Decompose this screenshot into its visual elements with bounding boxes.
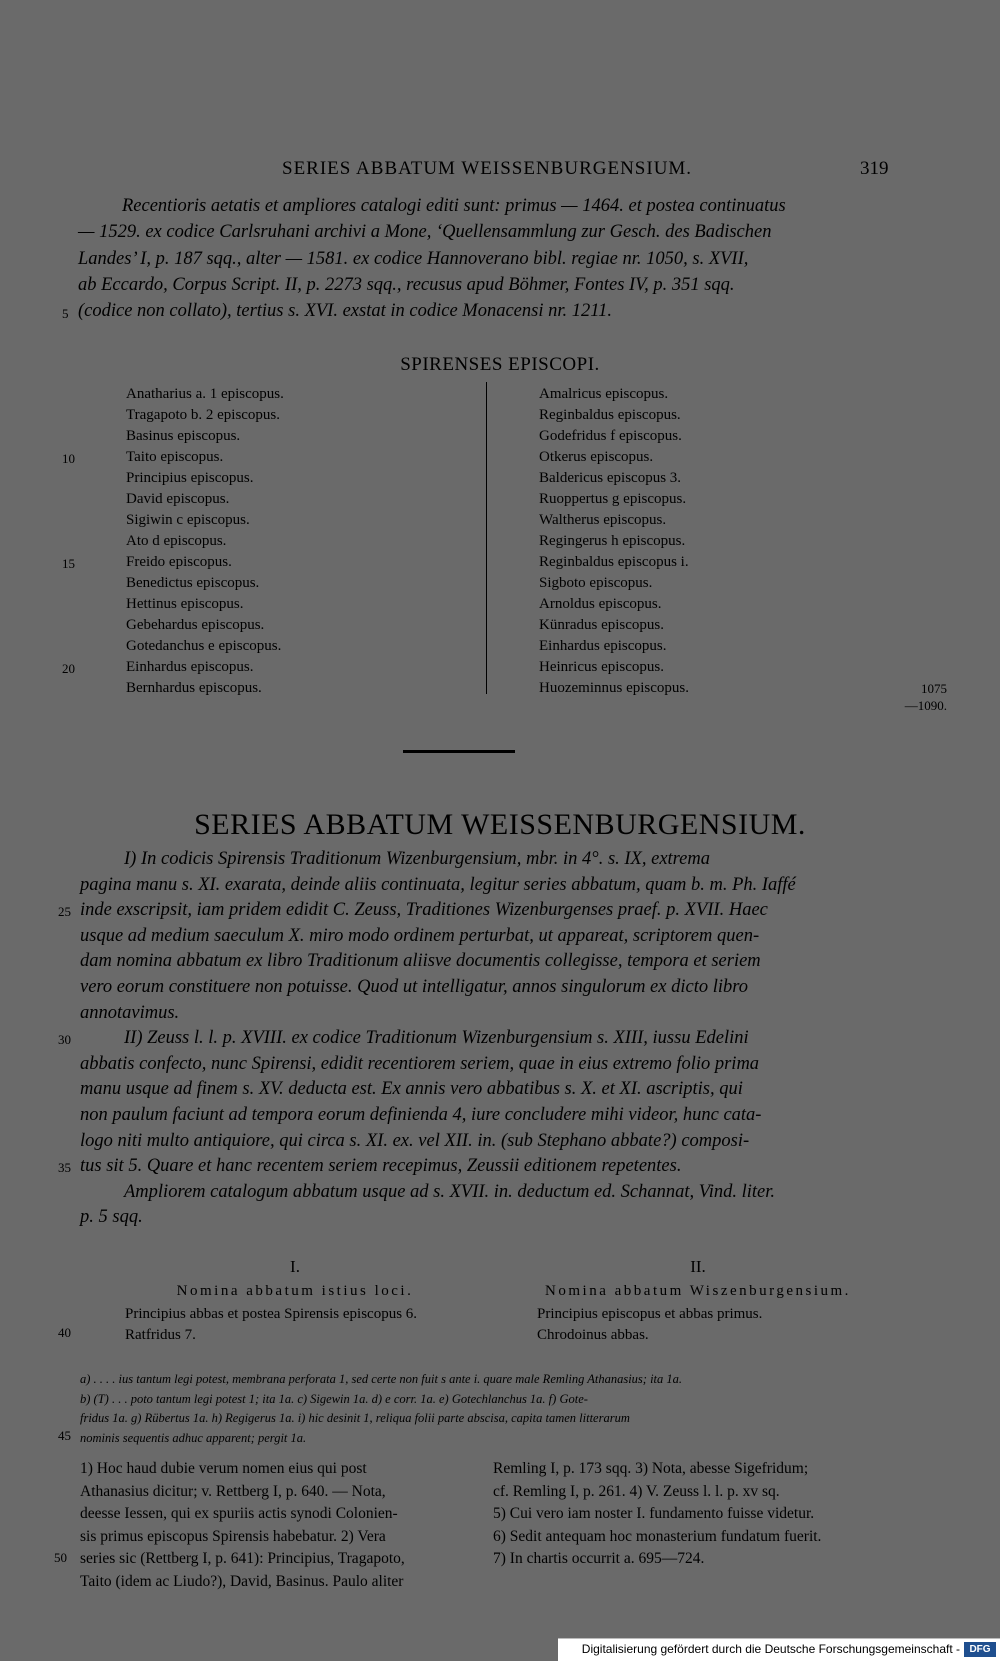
body-line: inde exscripsit, iam pridem edidit C. Zeuss, Traditiones Wizenburgenses praef. p. XVII. Haec [80,900,768,921]
line-number: 5 [62,306,69,321]
footer-text: Digitalisierung gefördert durch die Deutsche Forschungsgemeinschaft - [581,1642,960,1656]
body-line: manu usque ad finem s. XV. deducta est. Ex annis vero abbatibus s. X. et XI. ascriptis, qui [80,1079,743,1100]
body-line: annotavimus. [80,1002,180,1023]
list-item: Taito episcopus. [126,449,224,465]
line-number: 25 [58,904,71,919]
catalog-column-2 [523,1257,873,1346]
list-item: Basinus episcopus. [126,428,241,444]
column-heading: II. [690,1257,706,1276]
line-number: 15 [62,556,75,571]
left-bishop-list [126,384,466,699]
list-item: Bernhardus episcopus. [126,680,262,696]
list-item: Einhardus episcopus. [126,659,254,675]
variant-line: b) (T) . . . poto tantum legi potest 1; ita 1a. c) Sigewin 1a. d) e corr. 1a. e) Gotechlanchus 1a. f) Gote- [80,1391,588,1406]
footer-banner [558,1638,1000,1661]
intro-line: ab Eccardo, Corpus Script. II, p. 2273 sqq., recusus apud Böhmer, Fontes IV, p. 351 sqq. [78,274,735,295]
list-item: Ato d episcopus. [126,533,227,549]
body-line: abbatis confecto, nunc Spirensi, edidit recentiorem seriem, quae in eius extremo folio prima [80,1053,760,1074]
list-item: Benedictus episcopus. [126,575,260,591]
margin-years [897,680,947,714]
footnote-line: Remling I, p. 173 sqq. 3) Nota, abesse Sigefridum; [493,1460,809,1477]
catalog-entry: Principius abbas et postea Spirensis episcopus 6. [125,1306,418,1322]
variant-line: nominis sequentis adhuc apparent; pergit 1a. [80,1430,307,1445]
list-item: Hettinus episcopus. [126,596,244,612]
list-item: Principius episcopus. [126,470,254,486]
list-item: Waltherus episcopus. [539,512,667,528]
footnote-line: 5) Cui vero iam noster I. fundamento fuisse videtur. [493,1505,815,1522]
list-item: Anatharius a. 1 episcopus. [126,386,284,402]
column-divider [486,382,487,694]
footnote-line: series sic (Rettberg I, p. 641): Principius, Tragapoto, [80,1550,405,1567]
column-subheading: Nomina abbatum Wiszenburgensium. [545,1283,851,1299]
line-number: 50 [54,1550,67,1565]
list-item: Reginbaldus episcopus. [539,407,681,423]
intro-line: Recentioris aetatis et ampliores catalogi editi sunt: primus — 1464. et postea continuatus [122,196,786,216]
body-paragraphs [80,847,890,1231]
body-line: Ampliorem catalogum abbatum usque ad s. XVII. in. deductum ed. Schannat, Vind. liter. [124,1181,776,1202]
line-number: 30 [58,1032,71,1047]
running-head [0,158,1000,184]
body-line: I) In codicis Spirensis Traditionum Wizenburgensium, mbr. in 4°. s. IX, extrema [124,849,711,869]
margin-year: —1090. [904,698,947,713]
footnote-line: 7) In chartis occurrit a. 695—724. [493,1550,705,1567]
list-item: Freido episcopus. [126,554,232,570]
section-title: SPIRENSES EPISCOPI. [400,354,600,375]
variant-line: a) . . . . ius tantum legi potest, membrana perforata 1, sed certe non fuit s ante i. quare male Remling Athanasius; ita 1a. [80,1372,683,1386]
catalog-entry: Chrodoinus abbas. [537,1327,649,1343]
line-number: 45 [58,1428,71,1443]
footnotes-right [493,1458,893,1571]
list-item: Reginbaldus episcopus i. [539,554,689,570]
list-item: Gebehardus episcopus. [126,617,265,633]
line-number: 10 [62,451,75,466]
list-item: Heinricus episcopus. [539,659,664,675]
variant-line: fridus 1a. g) Rübertus 1a. h) Regigerus 1a. i) hic desinit 1, reliqua folii parte abscisa, capita tamen litterarum [80,1411,630,1425]
column-heading: I. [290,1257,300,1276]
list-item: Sigboto episcopus. [539,575,653,591]
body-line: dam nomina abbatum ex libro Traditionum aliisve documentis collegisse, tempora et seriem [80,951,761,972]
body-line: usque ad medium saeculum X. miro modo ordinem perturbat, ut appareat, scriptorem quen- [80,925,760,946]
body-line: II) Zeuss l. l. p. XVIII. ex codice Traditionum Wizenburgensium s. XIII, iussu Edelini [124,1028,749,1049]
catalog-entry: Ratfridus 7. [125,1327,196,1343]
footnotes-left [80,1458,480,1593]
list-item: Huozeminnus episcopus. [539,680,689,696]
column-subheading: Nomina abbatum istius loci. [176,1283,414,1299]
list-item: Regingerus h episcopus. [539,533,686,549]
body-line: logo niti multo antiquiore, qui circa s. XI. ex. vel XII. in. (sub Stephano abbate?) composi- [80,1130,750,1151]
body-line: tus sit 5. Quare et hanc recentem seriem recepimus, Zeussii editionem repetentes. [80,1156,682,1177]
body-line: p. 5 sqq. [80,1207,143,1228]
list-item: Baldericus episcopus 3. [539,470,682,486]
body-line: vero eorum constituere non potuisse. Quod ut intelligatur, annos singulorum ex dicto libro [80,976,749,997]
line-number: 20 [62,661,75,676]
line-number: 35 [58,1160,71,1175]
list-item: Otkerus episcopus. [539,449,654,465]
list-item: Einhardus episcopus. [539,638,667,654]
footnote-line: sis primus episcopus Spirensis habebatur. 2) Vera [80,1527,386,1545]
main-title: SERIES ABBATUM WEISSENBURGENSIUM. [194,808,806,841]
list-item: Ruoppertus g episcopus. [539,491,687,507]
intro-line: — 1529. ex codice Carlsruhani archivi a Mone, ‘Quellensammlung zur Gesch. des Badischen [78,222,772,243]
list-item: Arnoldus episcopus. [539,596,662,612]
list-item: David episcopus. [126,491,230,507]
list-item: Sigiwin c episcopus. [126,512,250,528]
list-item: Künradus episcopus. [539,617,664,633]
intro-line: (codice non collato), tertius s. XVI. exstat in codice Monacensi nr. 1211. [78,301,612,322]
list-item: Tragapoto b. 2 episcopus. [126,407,281,423]
section-divider-rule [403,750,515,753]
intro-line: Landes’ I, p. 187 sqq., alter — 1581. ex codice Hannoverano bibl. regiae nr. 1050, s. XVII, [78,248,749,269]
list-item: Amalricus episcopus. [539,386,669,402]
list-item: Godefridus f episcopus. [539,428,682,444]
body-line: pagina manu s. XI. exarata, deinde aliis continuata, legitur series abbatum, quam b. m. Ph. Iaffé [80,874,796,895]
footnote-line: deesse Iessen, qui ex spuriis actis synodi Colonien- [80,1505,398,1522]
running-head-title: SERIES ABBATUM WEISSENBURGENSIUM. [282,158,693,179]
footnote-line: Taito (idem ac Liudo?), David, Basinus. Paulo aliter [80,1572,404,1590]
footnote-line: 1) Hoc haud dubie verum nomen eius qui post [80,1460,367,1477]
line-number: 40 [58,1325,71,1340]
intro-paragraph [78,193,888,324]
footnote-line: Athanasius dicitur; v. Rettberg I, p. 640. — Nota, [80,1482,386,1500]
right-bishop-list [539,384,879,699]
footnote-line: 6) Sedit antequam hoc monasterium fundatum fuerit. [493,1527,822,1545]
footnote-line: cf. Remling I, p. 261. 4) V. Zeuss l. l. p. xv sq. [493,1482,780,1500]
page-number: 319 [860,158,889,179]
dfg-logo-icon: DFG [964,1642,996,1657]
margin-year: 1075 [921,681,947,696]
variant-readings [80,1370,890,1448]
catalog-column-1 [125,1257,465,1346]
body-line: non paulum faciunt ad tempora eorum definienda 4, iure concludere mihi videor, hunc cata- [80,1104,762,1125]
list-item: Gotedanchus e episcopus. [126,638,282,654]
catalog-entry: Principius episcopus et abbas primus. [537,1306,763,1322]
